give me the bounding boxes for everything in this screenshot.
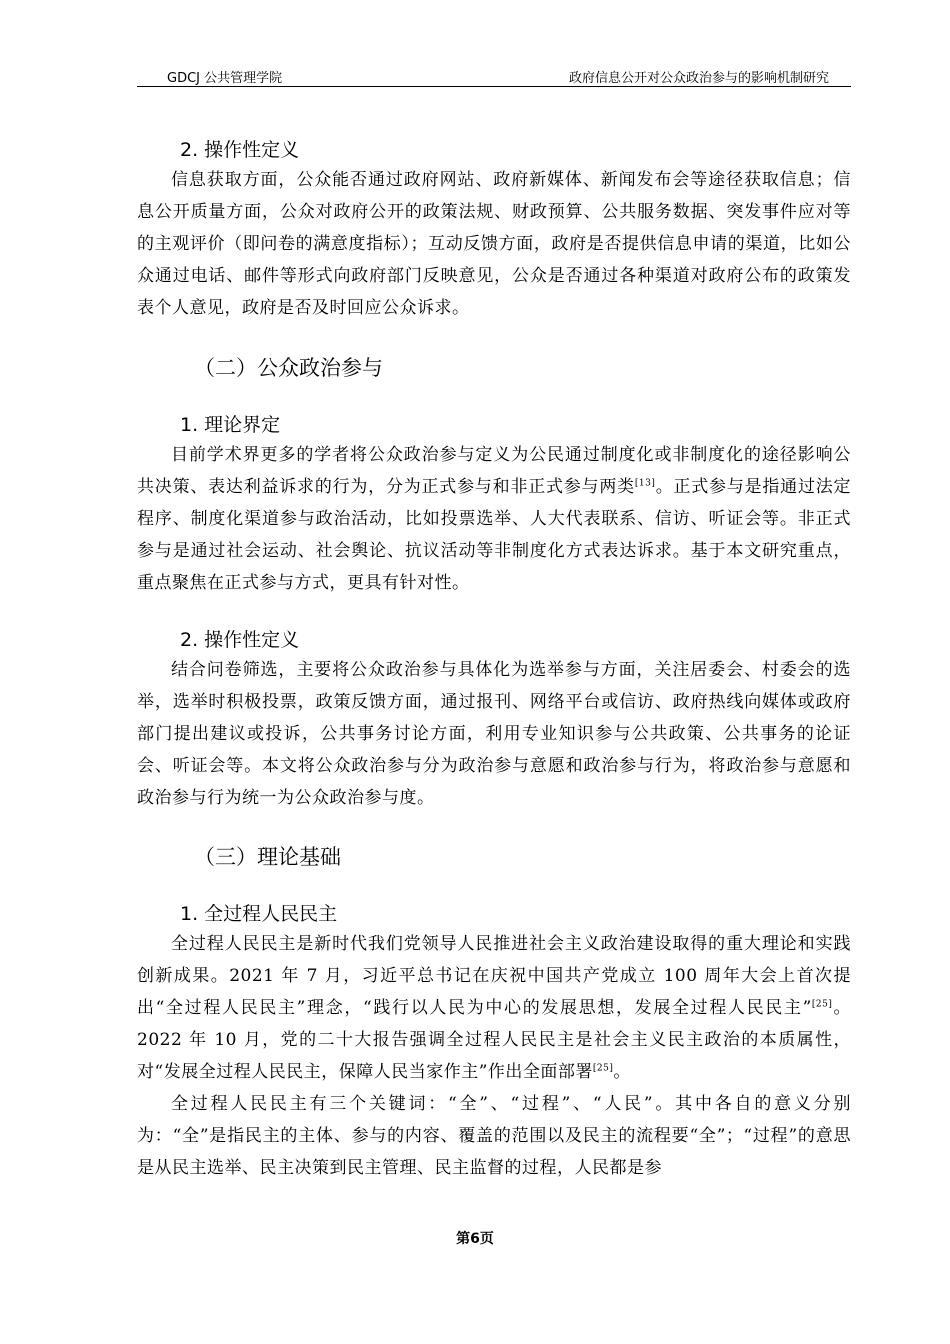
section-heading-public-participation: （二）公众政治参与 (194, 356, 383, 380)
citation-ref: [13] (634, 478, 656, 489)
paragraph-operational-definition: 信息获取方面，公众能否通过政府网站、政府新媒体、新闻发布会等途径获取信息；信息公开质量方面，公众对政府公开的政策法规、财政预算、公共服务数据、突发事件应对等的主观评价（即问卷的满意度指标）；互动反馈方面，政府是否提供信息申请的渠道，比如公众通过电话、邮件等形式向政府部门反映意见，公众是否通过各种渠道对政府公布的政策发表个人意见，政府是否及时回应公众诉求。 (137, 170, 851, 318)
page-body (137, 136, 851, 1184)
paragraph-theory-definition (137, 439, 851, 599)
section-heading-theoretical-basis: （三）理论基础 (194, 845, 341, 869)
citation-ref: [25] (811, 999, 833, 1010)
paragraph-operational-definition-2: 结合问卷筛选，主要将公众政治参与具体化为选举参与方面，关注居委会、村委会的选举，选举时积极投票，政策反馈方面，通过报刊、网络平台或信访、政府热线向媒体或政府部门提出建议或投诉，公共事务讨论方面，利用专业知识参与公共政策、公共事务的论证会、听证会等。本文将公众政治参与分为政治参与意愿和政治参与行为，将政治参与意愿和政治参与行为统一为公众政治参与度。 (137, 660, 851, 808)
section-heading-operational-definition: 2. 操作性定义 (180, 139, 300, 161)
subsection-heading-theory-definition: 1. 理论界定 (180, 414, 281, 436)
paragraph-whole-process-democracy-2: 全过程人民民主有三个关键词：“全”、“过程”、“人民”。其中各自的意义分别为：“全”是指民主的主体、参与的内容、覆盖的范围以及民主的流程要“全”；“过程”的意思是从民主选举、民主决策到民主管理、民主监督的过程，人民都是参 (137, 1094, 851, 1178)
header-right-text: 政府信息公开对公众政治参与的影响机制研究 (568, 71, 829, 86)
text-run: 。正式参与是指通过法定程序、制度化渠道参与政治活动，比如投票选举、人大代表联系、信访、听证会等。非正式参与是通过社会运动、社会舆论、抗议活动等非制度化方式表达诉求。基于本文研究重点，重点聚焦在正式参与方式，更具有针对性。 (137, 477, 852, 593)
citation-ref: [25] (592, 1063, 614, 1074)
text-run: 。 (613, 1062, 631, 1082)
subsection-heading-whole-process-democracy: 1. 全过程人民民主 (180, 903, 338, 925)
header-left-text: GDCJ 公共管理学院 (167, 71, 283, 86)
paragraph-whole-process-democracy-1 (137, 928, 851, 1088)
page-number: 第6页 (456, 1231, 494, 1247)
page-header (137, 66, 851, 87)
text-run: 目前学术界更多的学者将公众政治参与定义为公民通过制度化或非制度化的途径影响公共决策、表达利益诉求的行为，分为正式参与和非正式参与两类 (137, 445, 851, 497)
subsection-heading-operational-definition-2: 2. 操作性定义 (180, 629, 300, 651)
text-run: 全过程人民民主是新时代我们党领导人民推进社会主义政治建设取得的重大理论和实践创新成果。2021 年 7 月，习近平总书记在庆祝中国共产党成立 100 周年大会上首次提出“全过程人民民主”理念，“践行以人民为中心的发展思想，发展全过程人民民主” (137, 934, 851, 1018)
text-run: 。2022 年 10 月，党的二十大报告强调全过程人民民主是社会主义民主政治的本质属性，对“发展全过程人民民主，保障人民当家作主”作出全面部署 (137, 998, 852, 1082)
